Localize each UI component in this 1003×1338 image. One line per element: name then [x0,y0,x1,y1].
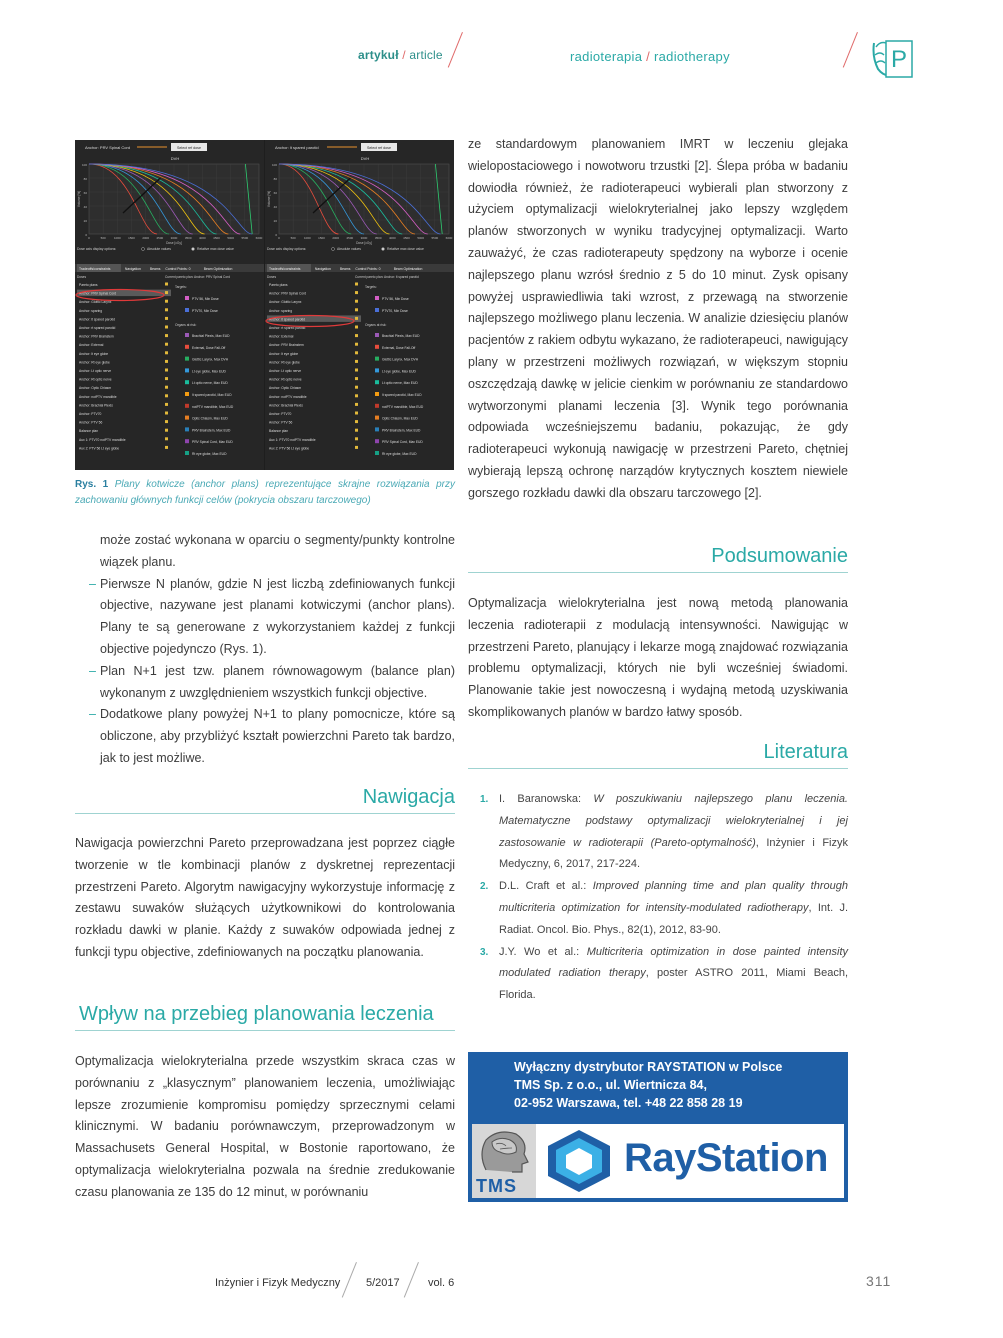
footer-volume: vol. 6 [428,1277,455,1289]
tab-label: Beams [149,267,161,271]
lock-icon[interactable] [355,386,358,389]
y-tick-label: 40 [83,205,87,209]
footer-slash [342,1262,357,1298]
lock-icon[interactable] [355,429,358,432]
oar-objective: notPTV mandible, Max EUD [382,404,424,409]
lock-icon[interactable] [165,351,168,354]
divider-slash [843,32,858,68]
dash-bullet: – [89,576,96,591]
literature-section [468,741,848,769]
relative-radio[interactable] [192,248,195,251]
lock-icon[interactable] [355,420,358,423]
pareto-plan-item: Anchor: PRV Spinal Cord [269,291,307,296]
lock-icon[interactable] [355,291,358,294]
tab-label: Navigation [314,267,331,271]
target-objective: PTV70, Min Dose [192,309,218,313]
x-tick-label: 4500 [213,236,220,240]
x-tick-label: 4500 [403,236,410,240]
pareto-plan-item: Anchor: notPTV mandible [269,394,307,399]
x-tick-label: 0 [278,236,280,240]
summary-section [468,545,848,573]
header-section-label [570,49,730,64]
reference-number: 2. [480,881,489,893]
x-tick-label: 3000 [360,236,368,240]
x-tick-label: 5500 [431,236,439,240]
caption-text: Plany kotwicze (anchor plans) reprezentujące skrajne rozwiązania przy zachowaniu głównych funkcji celów (pokrycia obszaru tarczowego) [75,479,455,506]
pareto-plan-item: Anchor: PRV Spinal Cord [79,291,117,296]
oar-objective: Glottic Larynx, Max DVH [192,357,229,362]
pareto-plan-item: Anchor: External [269,334,294,339]
section-heading-nawigacja: Nawigacja [75,786,455,814]
ad-line: 02-952 Warszawa, tel. +48 22 858 28 19 [514,1096,743,1110]
pareto-plan-item: Anchor: Rt optic nerve [79,377,112,382]
absolute-values-label: Absolute values [147,247,171,251]
x-tick-label: 1500 [128,236,135,240]
lock-icon[interactable] [355,343,358,346]
lock-icon[interactable] [165,412,168,415]
lock-icon[interactable] [165,283,168,286]
reference-details: , poster ASTRO 2011, Miami Beach, Florida. [499,967,849,1002]
pareto-plan-item: Anchor: lt spared parotid [269,317,305,322]
target-color-swatch [375,308,379,312]
lock-icon[interactable] [355,394,358,397]
oar-color-swatch [375,439,379,443]
tab-label: Beam Optimization [203,267,233,271]
target-color-swatch [375,296,379,300]
x-tick-label: 5000 [227,236,235,240]
oar-color-swatch [375,380,379,384]
x-tick-label: 0 [88,236,90,240]
section-heading-impact: Wpływ na przebieg planowania leczenia [75,1003,455,1031]
absolute-values-label: Absolute values [337,247,361,251]
y-tick-label: 100 [81,163,87,167]
x-tick-label: 500 [100,236,106,240]
select-ref-dose-label: Select ref dose [177,146,201,150]
dash-bullet: – [89,707,96,722]
tms-label: TMS [476,1176,517,1196]
lock-icon[interactable] [355,360,358,363]
oar-objective: notPTV mandible, Max EUD [192,404,234,409]
list-item-text: Pierwsze N planów, gdzie N jest liczbą zdefiniowanych funkcji objective, nazywane jest planami kotwiczymi (anchor plans). Plany te są generowane z wykorzystaniem każdej z funkcji objective pojedynczo (Rys. 1). [100,576,455,656]
nav-paragraph: Nawigacja powierzchni Pareto przeprowadzana jest poprzez ciągłe tworzenie w tle kombinacji planów z dyskretnej reprezentacji przestrzeni Pareto. Algorytm nawigacyjny wykorzystuje informację z zestawu suwaków służących użytkownikowi do kontrolowania rozkładu dawki w planie. Każdy z suwaków odpowiada jednej z funkcji typu objective, zdefiniowanych na początku planowania. [75,836,455,959]
reference-number: 1. [480,794,489,805]
lock-icon[interactable] [165,429,168,432]
relative-values-label: Relative max dose value [197,247,234,251]
oar-objective: Optic Chiasm, Max EUD [192,416,228,421]
reference-authors: D.L. Craft et al.: [499,880,593,893]
plan-types-list [75,574,455,770]
x-tick-label: 5500 [241,236,249,240]
intro-paragraph: ze standardowym planowaniem IMRT w leczeniu glejaka wielopostaciowego i nowotworu trzustki [2]. Ślepa próba w badaniu dowiodła również, że radioterapeuci wybierali plan stworzony z użyciem optymalizacji wielokryterialnej jako lepszy względem planów stworzonych w wyniku tradycyjnej optymalizacji. Warto zauważyć, że czas radioterapeuty spędzony na wyborze i ocenie najlepszego planu wzrósł średnio z 5 do 10 minut. Zysk opisany powyżej usprawiedliwia taki wzrost, z przewagą na stworzenie najlepszego możliwego planu leczenia. W analizie dziesięciu planów pacjentów z rakiem odbytu wykazano, że radioterapeuci, nawigujący plany w przestrzeni możliwych rozwiązań, w większym stopniu oszczędzają dawkę w jelicie cienkim w porównaniu ze standardowo wytworzonymi planami leczenia [3]. Wynik tego porównania odpowiada wcześniejszemu badaniu, pokazując, że gdy radioterapeuci wykonują nawigację w przestrzeni Pareto, chętniej wybierają lepszą ochronę narządów krytycznych kosztem niewiele gorszego rozkładu dawki dla obszaru tarczowego [2]. [468,137,848,500]
lock-icon[interactable] [355,377,358,380]
oar-label: Organs at risk: [175,323,197,327]
target-objective: PTV 56, Min Dose [192,297,219,301]
oar-objective: Lt optic nerve, Max EUD [382,381,418,386]
oar-objective: PRV Brainstem, Max EUD [382,428,421,433]
lock-icon[interactable] [165,360,168,363]
x-tick-label: 2000 [332,236,340,240]
separator: / [398,48,410,62]
list-item [75,704,455,769]
x-tick-label: 3000 [170,236,178,240]
x-tick-label: 5000 [417,236,425,240]
pareto-plan-item: Anchor: Glottic Larynx [269,300,302,305]
y-axis-label: Volume [%] [267,190,271,208]
tab-label: Beam Optimization [393,267,423,271]
oar-objective: PRV Spinal Cord, Max EUD [382,440,423,445]
pareto-plan-item: Anchor: notPTV mandible [79,394,117,399]
lock-icon[interactable] [355,300,358,303]
target-color-swatch [185,308,189,312]
journal-logo-icon [868,33,916,81]
targets-label: Targets: [365,285,377,289]
oar-objective: Optic Chiasm, Max EUD [382,416,418,421]
pareto-plan-item: Anchor: PRV Brainstem [269,343,304,348]
x-tick-label: 3500 [374,236,382,240]
oar-objective: Lt optic nerve, Max EUD [192,381,228,386]
oar-color-swatch [185,357,189,361]
oar-color-swatch [375,451,379,455]
pareto-plan-item: Anchor: sparing [269,308,293,313]
oar-color-swatch [185,333,189,337]
lock-icon[interactable] [165,334,168,337]
x-axis-label: Dose [cGy] [166,241,182,245]
chart-title: DVH [360,156,370,161]
reference-details: , Int. J. Radiat. Oncol. Bio. Phys., 82(1), 2012, 83-90. [499,901,848,936]
anchor-label: Anchor: lt spared parotid [275,145,319,150]
lock-icon[interactable] [355,326,358,329]
lock-icon[interactable] [165,300,168,303]
pareto-plan-item: Anchor: Brachial Plexis [269,403,303,408]
lock-icon[interactable] [355,369,358,372]
figure-screenshot [75,140,454,470]
footer-slash [404,1262,419,1298]
oar-color-swatch [375,357,379,361]
left-column [75,530,455,770]
reference-title: Improved planning time and plan quality through multicriteria optimization for intensity-modulated radiotherapy [499,880,848,914]
select-ref-dose-label: Select ref dose [367,146,391,150]
x-axis-label: Dose [cGy] [356,241,372,245]
impact-section [75,1003,455,1031]
pareto-plan-item: Pareto plans [269,283,288,287]
logo-letter: P [890,46,908,73]
oar-objective: Rt eye globe, Max EUD [192,452,227,456]
panel-screenshot [75,140,264,470]
tab-label: Beams [339,267,351,271]
figure-panel-right [265,140,454,470]
lock-icon[interactable] [165,386,168,389]
figure-panel-left [75,140,264,470]
list-item-text: Plan N+1 jest tzw. planem równowagowym (balance plan) wykonanym z uwzględnieniem wszystkich funkcji objective. [100,663,455,700]
pareto-plan-item: Aux 2: PTV 56 Lt eye globe [269,446,310,451]
oar-objective: Rt eye globe, Max EUD [382,452,417,456]
oar-color-swatch [375,416,379,420]
pareto-plan-item: Aux 1: PTV70 notPTV mandible [269,437,316,442]
footer-issue: 5/2017 [366,1277,400,1289]
oar-color-swatch [185,368,189,372]
y-tick-label: 100 [271,163,277,167]
lock-icon[interactable] [355,283,358,286]
lock-icon[interactable] [165,377,168,380]
lock-icon[interactable] [165,308,168,311]
pareto-plan-item: Anchor: PTV70 [79,412,102,416]
article-en: article [409,48,443,62]
current-plan-label: Current pareto plan: Anchor: lt spared parotid [355,275,419,279]
reference-item [468,876,848,941]
y-tick-label: 80 [273,177,277,181]
display-options-label: Dose axis display options: [77,247,117,251]
tab-label: Tradeoffs/constraints [79,267,111,271]
targets-label: Targets: [175,285,187,289]
ad-text [514,1058,782,1112]
section-en: radiotherapy [654,49,730,64]
ad-line: TMS Sp. z o.o., ul. Wiertnicza 84, [514,1078,707,1092]
oar-objective: Lt eye globe, Max EUD [192,369,226,374]
pareto-plan-item: Aux 2: PTV 56 Lt eye globe [79,446,120,451]
lock-icon[interactable] [165,326,168,329]
reference-list [468,789,848,1007]
oar-color-swatch [375,368,379,372]
tab-label: Control Points: 0 [165,267,191,271]
lock-icon[interactable] [355,446,358,449]
separator: / [642,49,655,64]
y-tick-label: 60 [83,191,87,195]
pareto-plan-item: Anchor: Lt optic nerve [269,369,302,373]
lock-icon[interactable] [355,317,358,320]
oar-color-swatch [375,333,379,337]
oar-objective: External, Dose Fall-Off [192,345,226,350]
oar-color-swatch [185,427,189,431]
lock-icon[interactable] [165,394,168,397]
tab-label: Tradeoffs/constraints [269,267,301,271]
lock-icon[interactable] [355,437,358,440]
pareto-plan-item: Anchor: PTV 56 [79,420,103,425]
y-tick-label: 80 [83,177,87,181]
oar-objective: Lt eye globe, Max EUD [382,369,416,374]
list-continuation: może zostać wykonana w oparciu o segmenty/punkty kontrolne wiązek planu. [100,533,455,569]
pareto-plan-item: Anchor: External [79,343,104,348]
lock-icon[interactable] [165,446,168,449]
doses-label: Doses [77,275,87,279]
oar-objective: lt spared parotid, Max EUD [192,393,232,397]
oar-objective: Brachial Plexis, Max EUD [192,334,230,338]
oar-color-swatch [375,345,379,349]
pareto-plan-item: Anchor: PTV70 [269,412,292,416]
section-pl: radioterapia [570,49,643,64]
oar-color-swatch [185,451,189,455]
header-article-label [358,48,443,62]
reference-details: , Inżynier i Fizyk Medyczny, 6, 2017, 217-224. [499,836,848,871]
tab-label: Control Points: 0 [355,267,381,271]
raystation-hexagon-icon [544,1128,614,1194]
target-objective: PTV 56, Min Dose [382,297,409,301]
section-heading-literature: Literatura [468,741,848,769]
oar-objective: PRV Brainstem, Max EUD [192,428,231,433]
pareto-plan-item: Anchor: PRV Brainstem [79,334,114,339]
lock-icon[interactable] [165,291,168,294]
pareto-plan-item: Anchor: rt spared parotid [269,326,306,330]
list-item-text: Dodatkowe plany powyżej N+1 to plany pomocnicze, które są obliczone, aby przybliżyć kształt powierzchni Pareto tak bardzo, jak to jest możliwe. [100,707,455,765]
lock-icon[interactable] [165,343,168,346]
x-tick-label: 1500 [318,236,325,240]
raystation-advertisement [468,1052,848,1202]
pareto-plan-item: Pareto plans [79,283,98,287]
reference-authors: J.Y. Wo et al.: [499,945,587,958]
reference-authors: I. Baranowska: [499,793,594,805]
lock-icon[interactable] [355,403,358,406]
tms-logo [472,1124,536,1198]
oar-color-swatch [185,439,189,443]
pareto-plan-item: Anchor: Rt eye globe [269,360,300,365]
figure-caption [75,477,455,509]
oar-objective: External, Dose Fall-Off [382,345,416,350]
brain-head-icon [472,1124,536,1180]
pareto-plan-item: Balance plan [269,429,289,434]
oar-color-swatch [375,404,379,408]
reference-title: W poszukiwaniu najlepszego planu leczenia. Matematyczne podstawy optymalizacji wielokryterialnej i jej zastosowanie w radioterapii (Pareto-optymalność) [499,793,848,849]
pareto-plan-item: Balance plan [79,429,99,434]
footer-journal: Inżynier i Fizyk Medyczny [215,1277,341,1289]
pareto-plan-item: Anchor: PTV 56 [269,420,293,425]
lock-icon[interactable] [355,334,358,337]
chart-title: DVH [170,156,180,161]
oar-color-swatch [185,416,189,420]
pareto-plan-item: Anchor: lt eye globe [79,351,109,356]
oar-color-swatch [185,345,189,349]
oar-color-swatch [185,404,189,408]
anchor-label: Anchor: PRV Spinal Cord [85,145,131,150]
x-tick-label: 6000 [255,236,263,240]
pareto-plan-item: Anchor: Rt optic nerve [269,377,302,382]
raystation-brand: RayStation [624,1136,828,1180]
oar-objective: Glottic Larynx, Max DVH [382,357,419,362]
lock-icon[interactable] [355,308,358,311]
lock-icon[interactable] [355,412,358,415]
summary-paragraph: Optymalizacja wielokryterialna jest nową metodą planowania leczenia radioterapii z modulacją intensywności. Nawigując w przestrzeni Pareto, planujący i lekarze mogą znajdować rozwiązania problemu optymalizacji, których nie byli wcześniej świadomi. Planowanie takie jest nowoczesną i wydajną metodą uzyskiwania skomplikowanych planów w bardzo łatwy sposób. [468,596,848,719]
relative-values-label: Relative max dose value [387,247,424,251]
y-tick-label: 60 [273,191,277,195]
list-item [75,661,455,705]
ad-line: Wyłączny dystrybutor RAYSTATION w Polsce [514,1060,783,1074]
y-tick-label: 0 [275,233,277,237]
x-tick-label: 6000 [445,236,453,240]
dash-bullet: – [89,663,96,678]
list-item [75,574,455,661]
oar-objective: Brachial Plexis, Max EUD [382,334,420,338]
reference-number: 3. [480,946,489,958]
y-tick-label: 20 [83,219,87,223]
pareto-plan-item: Anchor: Brachial Plexis [79,403,113,408]
lock-icon[interactable] [165,403,168,406]
ad-logo-strip [472,1124,844,1198]
y-tick-label: 0 [85,233,87,237]
pareto-plan-item: Anchor: lt spared parotid [79,317,115,322]
display-options-label: Dose axis display options: [267,247,307,251]
x-tick-label: 2000 [142,236,150,240]
y-tick-label: 20 [273,219,277,223]
x-tick-label: 500 [290,236,296,240]
pareto-plan-item: Anchor: lt eye globe [269,351,299,356]
tab-label: Navigation [124,267,141,271]
oar-objective: PRV Spinal Cord, Max EUD [192,440,233,445]
lock-icon[interactable] [355,351,358,354]
panel-screenshot [265,140,454,470]
x-tick-label: 3500 [184,236,192,240]
target-color-swatch [185,296,189,300]
x-tick-label: 4000 [388,236,396,240]
x-tick-label: 4000 [198,236,206,240]
x-tick-label: 2500 [156,236,164,240]
relative-radio[interactable] [382,248,385,251]
y-tick-label: 40 [273,205,277,209]
pareto-plan-item: Anchor: Rt eye globe [79,360,110,365]
x-tick-label: 1000 [303,236,311,240]
reference-title: Multicriteria optimization in dose painted intensity modulated radiation therapy [499,945,849,980]
reference-item [468,942,848,1007]
section-heading-summary: Podsumowanie [468,545,848,573]
oar-color-swatch [185,380,189,384]
pareto-plan-item: Anchor: rt spared parotid [79,326,116,330]
target-objective: PTV70, Min Dose [382,309,408,313]
lock-icon[interactable] [165,369,168,372]
y-axis-label: Volume [%] [77,190,81,208]
divider-slash [448,32,463,68]
page-number: 311 [866,1273,892,1289]
pareto-plan-item: Anchor: sparing [79,308,103,313]
pareto-plan-item: Anchor: Glottic Larynx [79,300,112,305]
lock-icon[interactable] [165,317,168,320]
pareto-plan-item: Anchor: Optic Chiasm [269,386,302,391]
article-pl: artykuł [358,48,399,62]
pareto-plan-item: Aux 1: PTV70 notPTV mandible [79,437,126,442]
reference-item [468,789,848,876]
x-tick-label: 1000 [113,236,121,240]
lock-icon[interactable] [165,437,168,440]
doses-label: Doses [267,275,277,279]
oar-color-swatch [375,427,379,431]
oar-objective: lt spared parotid, Max EUD [382,393,422,397]
caption-label: Rys. 1 [75,479,109,490]
current-plan-label: Current pareto plan: Anchor: PRV Spinal Cord [165,275,230,279]
oar-label: Organs at risk: [365,323,387,327]
nav-section [75,786,455,814]
oar-color-swatch [185,392,189,396]
x-tick-label: 2500 [346,236,354,240]
pareto-plan-item: Anchor: Lt optic nerve [79,369,112,373]
impact-paragraph: Optymalizacja wielokryterialna przede wszystkim skraca czas w porównaniu z „klasycznym” planowaniem leczenia, umożliwiając lepsze zrozumienie kompromisu pomiędzy sprzecznymi celami klinicznymi. W badaniu porównawczym, przeprowadzonym w Massachusets General Hospital, w Bostonie raportowano, że optymalizacja wielokryterialna pozwala na średnie zredukowanie czasu planowania ze 135 do 12 minut, w porównaniu [75,1054,455,1199]
lock-icon[interactable] [165,420,168,423]
pareto-plan-item: Anchor: Optic Chiasm [79,386,112,391]
oar-color-swatch [375,392,379,396]
